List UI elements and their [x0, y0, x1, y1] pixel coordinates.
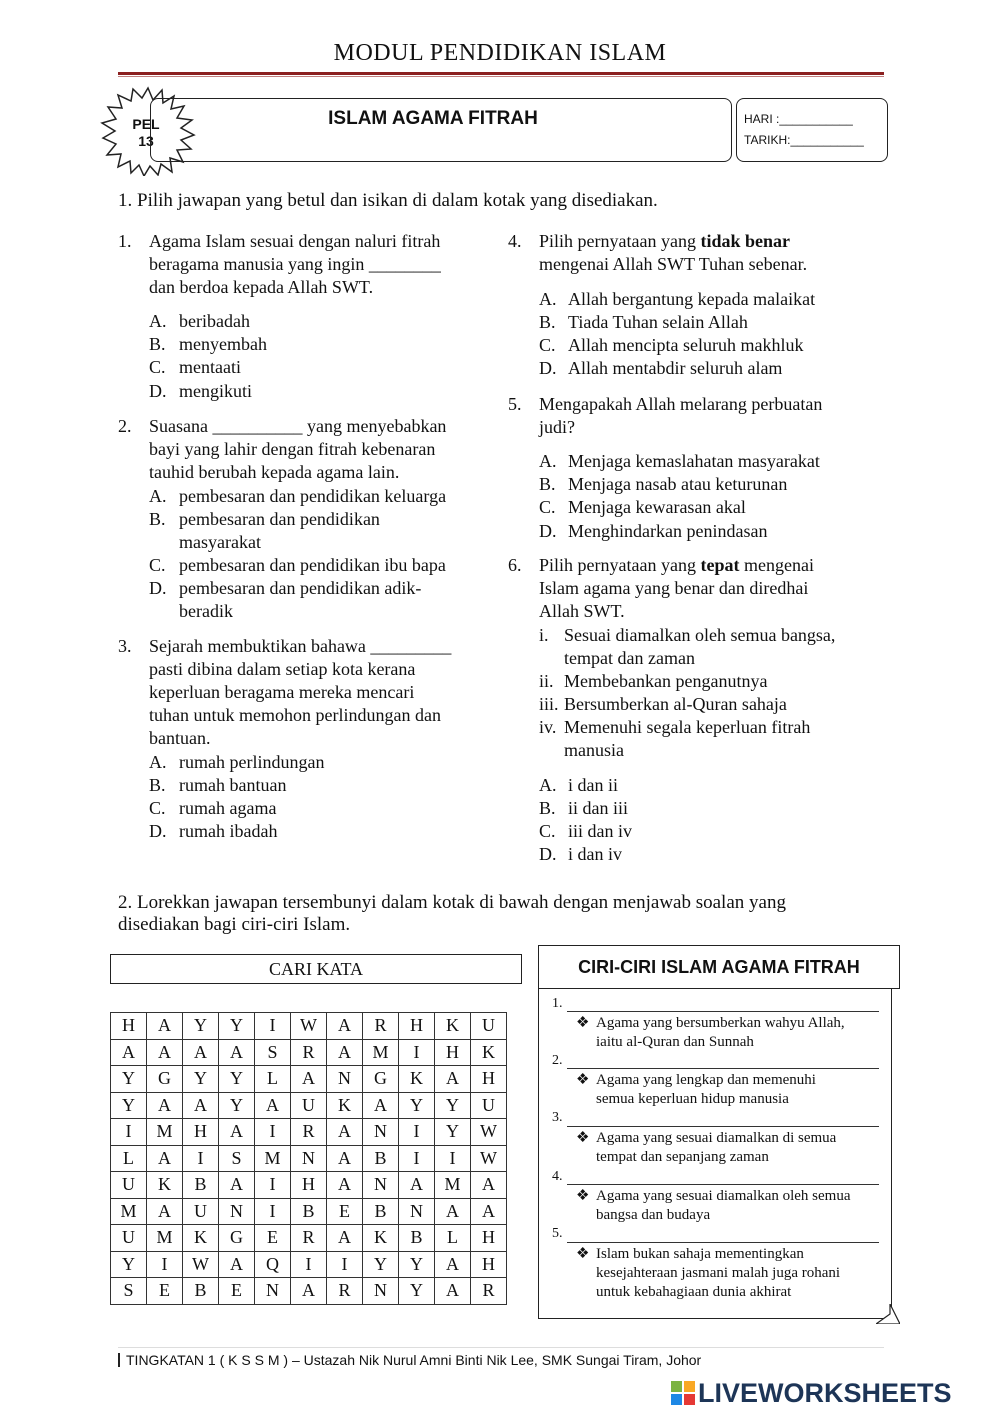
statement-text: Bersumberkan al-Quran sahaja [564, 694, 787, 714]
question-text: tuhan untuk memohon perlindungan dan [149, 705, 441, 725]
ciri-text: kesejahteraan jasmani malah juga rohani [596, 1265, 841, 1281]
option-text: mentaati [179, 357, 241, 377]
q4-option-b[interactable]: B. [539, 312, 556, 332]
ciri-number: 1. [552, 996, 563, 1011]
header-rule [118, 72, 884, 75]
module-title: MODUL PENDIDIKAN ISLAM [333, 40, 667, 66]
option-text: pembesaran dan pendidikan keluarga [179, 486, 447, 506]
question-text: mengenai Allah SWT Tuhan sebenar. [539, 254, 808, 274]
word-search-cell[interactable]: A [327, 1039, 363, 1066]
diamond-bullet-icon: ❖ [576, 1246, 590, 1262]
word-search-cell[interactable]: B [363, 1145, 399, 1172]
word-search-cell[interactable]: A [255, 1092, 291, 1119]
statement-text: Membebankan penganutnya [564, 671, 768, 691]
word-search-cell[interactable]: A [327, 1119, 363, 1146]
hari-field[interactable]: HARI :___________ [744, 112, 853, 126]
ciri-text: Islam bukan sahaja mementingkan [596, 1246, 804, 1262]
word-search-cell[interactable]: N [399, 1198, 435, 1225]
word-search-cell[interactable]: Y [183, 1066, 219, 1093]
word-search-cell[interactable]: M [435, 1172, 471, 1199]
question-text: bayi yang lahir dengan fitrah kebenaran [149, 439, 436, 459]
question-number: 4. [508, 231, 522, 251]
word-search-cell[interactable]: H [435, 1039, 471, 1066]
diamond-bullet-icon: ❖ [576, 1072, 590, 1088]
option-text: Menjaga kemaslahatan masyarakat [568, 451, 820, 471]
word-search-cell[interactable]: W [291, 1013, 327, 1040]
word-search-cell[interactable]: Y [435, 1119, 471, 1146]
question-text: dan berdoa kepada Allah SWT. [149, 277, 374, 297]
answer-blank-1[interactable] [567, 1011, 879, 1012]
word-search-cell[interactable]: A [147, 1198, 183, 1225]
question-text: pasti dibina dalam setiap kota kerana [149, 659, 416, 679]
q1-option-d[interactable] [149, 380, 167, 403]
word-search-cell[interactable]: H [471, 1251, 507, 1278]
word-search-cell[interactable]: A [327, 1145, 363, 1172]
q3-option-a[interactable]: A. [149, 752, 167, 772]
liveworksheets-watermark: LIVEWORKSHEETS [698, 1378, 952, 1408]
question-text: keperluan beragama mereka mencari [149, 682, 415, 702]
word-search-cell[interactable]: Y [399, 1092, 435, 1119]
word-search-cell[interactable]: Y [219, 1066, 255, 1093]
word-search-cell[interactable]: Y [219, 1092, 255, 1119]
word-search-cell[interactable]: I [399, 1039, 435, 1066]
q5-option-a[interactable]: A. [539, 451, 557, 471]
q6-option-a[interactable]: A. [539, 775, 557, 795]
word-search-cell[interactable]: K [471, 1039, 507, 1066]
question-text: beragama manusia yang ingin ________ [149, 254, 441, 274]
ciri-title: CIRI-CIRI ISLAM AGAMA FITRAH [538, 945, 900, 989]
instruction-line: disediakan bagi ciri-ciri Islam. [118, 914, 351, 935]
word-search-cell[interactable]: S [219, 1145, 255, 1172]
word-search-cell[interactable]: K [183, 1225, 219, 1252]
answer-blank-5[interactable] [567, 1242, 879, 1243]
q5-option-b[interactable]: B. [539, 474, 556, 494]
word-search-cell[interactable]: M [147, 1225, 183, 1252]
word-search-cell[interactable]: K [147, 1172, 183, 1199]
option-text: menyembah [179, 334, 267, 354]
option-text: rumah agama [179, 798, 277, 818]
word-search-cell[interactable]: U [111, 1225, 147, 1252]
q6-option-b[interactable]: B. [539, 798, 556, 818]
word-search-cell[interactable]: R [291, 1225, 327, 1252]
word-search-cell[interactable]: L [435, 1225, 471, 1252]
question-text: Allah SWT. [539, 601, 625, 621]
word-search-cell[interactable]: B [183, 1172, 219, 1199]
word-search-cell[interactable]: A [327, 1172, 363, 1199]
diamond-bullet-icon: ❖ [576, 1130, 590, 1146]
word-search-row [111, 1251, 507, 1278]
lesson-badge-number: 13 [138, 133, 154, 149]
section2-instruction [118, 892, 786, 936]
tarikh-field[interactable]: TARIKH:___________ [744, 133, 864, 147]
word-search-cell[interactable]: R [471, 1278, 507, 1305]
ciri-text: Agama yang bersumberkan wahyu Allah, [596, 1015, 845, 1031]
word-search-cell[interactable]: K [363, 1225, 399, 1252]
statement-number: iii. [539, 694, 559, 714]
option-text: Menjaga nasab atau keturunan [568, 474, 788, 494]
word-search-cell[interactable]: R [291, 1119, 327, 1146]
word-search-cell[interactable]: N [363, 1278, 399, 1305]
statement-text: tempat dan zaman [564, 648, 695, 668]
word-search-cell[interactable]: A [183, 1039, 219, 1066]
q3-option-d[interactable]: D. [149, 821, 167, 841]
footer-rule [118, 1347, 884, 1348]
word-search-cell[interactable]: A [219, 1251, 255, 1278]
word-search-cell[interactable]: A [219, 1119, 255, 1146]
word-search-cell[interactable]: A [435, 1251, 471, 1278]
word-search-cell[interactable]: B [291, 1198, 327, 1225]
question-text: tauhid berubah kepada agama lain. [149, 462, 400, 482]
diamond-bullet-icon: ❖ [576, 1015, 590, 1031]
q4-option-c[interactable]: C. [539, 335, 556, 355]
word-search-cell[interactable]: R [291, 1039, 327, 1066]
ciri-text: Agama yang sesuai diamalkan oleh semua [596, 1188, 851, 1204]
option-text: Menghindarkan penindasan [568, 521, 768, 541]
word-search-cell[interactable]: B [399, 1225, 435, 1252]
word-search-cell[interactable]: M [111, 1198, 147, 1225]
option-text: pembesaran dan pendidikan ibu bapa [179, 555, 446, 575]
q1-option-c[interactable] [149, 356, 166, 379]
answer-blank-4[interactable] [567, 1184, 879, 1185]
word-search-cell[interactable]: M [255, 1145, 291, 1172]
statement-text: Memenuhi segala keperluan fitrah [564, 717, 811, 737]
statement-text: manusia [564, 740, 624, 760]
word-search-cell[interactable]: I [399, 1119, 435, 1146]
word-search-cell[interactable]: N [219, 1198, 255, 1225]
option-text: Allah mentabdir seluruh alam [568, 358, 783, 378]
option-letter: A. [149, 311, 167, 331]
option-text: ii dan iii [568, 798, 628, 818]
page-curl-icon [876, 1304, 900, 1324]
word-search-cell[interactable]: Y [399, 1278, 435, 1305]
word-search-cell[interactable]: A [363, 1092, 399, 1119]
word-search-cell[interactable]: A [219, 1039, 255, 1066]
word-search-cell[interactable]: N [255, 1278, 291, 1305]
word-search-row [111, 1092, 507, 1119]
option-text: i dan ii [568, 775, 618, 795]
ciri-text: Agama yang sesuai diamalkan di semua [596, 1130, 837, 1146]
word-search-cell[interactable]: H [399, 1013, 435, 1040]
date-box [736, 98, 888, 162]
word-search-cell[interactable]: Y [399, 1251, 435, 1278]
word-search-cell[interactable]: A [471, 1198, 507, 1225]
lesson-badge-label: PEL [132, 116, 160, 132]
word-search-cell[interactable]: A [111, 1039, 147, 1066]
word-search-cell[interactable]: B [363, 1198, 399, 1225]
word-search-cell[interactable]: W [471, 1119, 507, 1146]
answer-blank-3[interactable] [567, 1126, 879, 1127]
word-search-cell[interactable]: Y [219, 1013, 255, 1040]
word-search-cell[interactable]: R [327, 1278, 363, 1305]
question-emphasis: tepat [700, 555, 740, 575]
word-search-row [111, 1119, 507, 1146]
question-text: Pilih pernyataan yang [539, 555, 701, 575]
word-search-row [111, 1278, 507, 1305]
word-search-row [111, 1066, 507, 1093]
word-search-cell[interactable]: M [147, 1119, 183, 1146]
word-search-cell[interactable]: U [183, 1198, 219, 1225]
word-search-cell[interactable]: I [111, 1119, 147, 1146]
word-search-cell[interactable]: I [255, 1172, 291, 1199]
word-search-cell[interactable]: L [255, 1066, 291, 1093]
q2-option-b[interactable]: B. [149, 509, 166, 529]
q6-option-c[interactable]: C. [539, 821, 556, 841]
word-search-cell[interactable]: E [255, 1225, 291, 1252]
word-search-cell[interactable]: H [183, 1119, 219, 1146]
word-search-grid [110, 1012, 507, 1305]
q2-option-a[interactable]: A. [149, 486, 167, 506]
q3-option-b[interactable]: B. [149, 775, 166, 795]
option-text: mengikuti [179, 381, 252, 401]
question-text: Pilih pernyataan yang [539, 231, 701, 251]
word-search-cell[interactable]: R [363, 1013, 399, 1040]
word-search-cell[interactable]: L [111, 1145, 147, 1172]
option-text: beradik [179, 601, 233, 621]
q4-option-a[interactable]: A. [539, 289, 557, 309]
q3-option-c[interactable]: C. [149, 798, 166, 818]
ciri-text: Agama yang lengkap dan memenuhi [596, 1072, 816, 1088]
word-search-cell[interactable]: Y [111, 1251, 147, 1278]
footer [118, 1352, 701, 1368]
word-search-cell[interactable]: A [147, 1092, 183, 1119]
word-search-cell[interactable]: A [291, 1278, 327, 1305]
word-search-cell[interactable]: A [147, 1013, 183, 1040]
word-search-row [111, 1198, 507, 1225]
word-search-cell[interactable]: G [219, 1225, 255, 1252]
option-text: rumah ibadah [179, 821, 278, 841]
word-search-cell[interactable]: E [219, 1278, 255, 1305]
word-search-cell[interactable]: U [471, 1013, 507, 1040]
question-number: 3. [118, 636, 132, 656]
q4-option-d[interactable]: D. [539, 358, 557, 378]
ciri-number: 3. [552, 1110, 563, 1125]
word-search-row [111, 1039, 507, 1066]
word-search-cell[interactable]: I [255, 1013, 291, 1040]
word-search-cell[interactable]: A [327, 1225, 363, 1252]
ciri-text: untuk kebahagiaan dunia akhirat [596, 1284, 792, 1300]
question-number: 1. [118, 231, 132, 251]
word-search-cell[interactable]: Q [255, 1251, 291, 1278]
q5-option-d[interactable]: D. [539, 521, 557, 541]
option-text: Menjaga kewarasan akal [568, 497, 746, 517]
word-search-cell[interactable]: A [219, 1172, 255, 1199]
question-number: 5. [508, 394, 522, 414]
question-number: 2. [118, 416, 132, 436]
statement-number: i. [539, 625, 549, 645]
question-emphasis: tidak benar [700, 231, 790, 251]
lesson-title: ISLAM AGAMA FITRAH [328, 108, 538, 129]
question-text: Suasana __________ yang menyebabkan [149, 416, 447, 436]
footer-text: TINGKATAN 1 ( K S S M ) – Ustazah Nik Nurul Amni Binti Nik Lee, SMK Sungai Tiram, Johor [126, 1352, 702, 1368]
question-text: bantuan. [149, 728, 211, 748]
diamond-bullet-icon: ❖ [576, 1188, 590, 1204]
word-search-cell[interactable]: K [399, 1066, 435, 1093]
section1-instruction: 1. Pilih jawapan yang betul dan isikan di dalam kotak yang disediakan. [118, 190, 658, 211]
word-search-cell[interactable]: N [363, 1119, 399, 1146]
word-search-cell[interactable]: I [183, 1145, 219, 1172]
word-search-cell[interactable]: H [471, 1066, 507, 1093]
option-text: Allah bergantung kepada malaikat [568, 289, 816, 309]
word-search-cell[interactable]: K [435, 1013, 471, 1040]
word-search-cell[interactable]: W [471, 1145, 507, 1172]
word-search-cell[interactable]: I [147, 1251, 183, 1278]
option-text: i dan iv [568, 844, 622, 864]
q1-option-b[interactable] [149, 333, 166, 356]
word-search-cell[interactable]: H [471, 1225, 507, 1252]
header-rule-thin [118, 76, 884, 77]
question-text: Mengapakah Allah melarang perbuatan [539, 394, 823, 414]
question-text: Agama Islam sesuai dengan naluri fitrah [149, 231, 441, 251]
answer-blank-2[interactable] [567, 1068, 879, 1069]
option-text: Allah mencipta seluruh makhluk [568, 335, 804, 355]
word-search-cell[interactable]: H [291, 1172, 327, 1199]
word-search-cell[interactable]: Y [111, 1066, 147, 1093]
statement-text: Sesuai diamalkan oleh semua bangsa, [564, 625, 836, 645]
word-search-cell[interactable]: I [255, 1119, 291, 1146]
word-search-cell[interactable]: I [291, 1251, 327, 1278]
q1-option-a[interactable] [149, 310, 167, 333]
word-search-cell[interactable]: A [327, 1013, 363, 1040]
word-search-cell[interactable]: A [147, 1039, 183, 1066]
option-letter: D. [149, 381, 167, 401]
word-search-cell[interactable]: A [399, 1172, 435, 1199]
instruction-line: 2. Lorekkan jawapan tersembunyi dalam kotak di bawah dengan menjawab soalan yang [118, 892, 786, 913]
option-text: pembesaran dan pendidikan adik- [179, 578, 422, 598]
word-search-cell[interactable]: W [183, 1251, 219, 1278]
word-search-cell[interactable]: H [111, 1013, 147, 1040]
word-search-cell[interactable]: N [363, 1172, 399, 1199]
question-text: Islam agama yang benar dan diredhai [539, 578, 809, 598]
ciri-number: 5. [552, 1226, 563, 1241]
word-search-cell[interactable]: E [147, 1278, 183, 1305]
question-text: judi? [539, 417, 575, 437]
option-text: Tiada Tuhan selain Allah [568, 312, 748, 332]
option-text: iii dan iv [568, 821, 632, 841]
word-search-cell[interactable]: I [327, 1251, 363, 1278]
footer-bar [118, 1353, 120, 1367]
q5-option-c[interactable]: C. [539, 497, 556, 517]
word-search-cell[interactable]: U [111, 1172, 147, 1199]
word-search-cell[interactable]: N [291, 1145, 327, 1172]
word-search-cell[interactable]: S [111, 1278, 147, 1305]
ciri-text: iaitu al-Quran dan Sunnah [596, 1034, 754, 1050]
word-search-cell[interactable]: I [255, 1198, 291, 1225]
option-text: masyarakat [179, 532, 261, 552]
word-search-cell[interactable]: Y [363, 1251, 399, 1278]
question-text: mengenai [739, 555, 814, 575]
q2-option-c[interactable]: C. [149, 555, 166, 575]
word-search-cell[interactable]: Y [183, 1013, 219, 1040]
liveworksheets-logo-icon [670, 1380, 696, 1406]
word-search-cell[interactable]: I [435, 1145, 471, 1172]
option-text: pembesaran dan pendidikan [179, 509, 380, 529]
statement-number: iv. [539, 717, 557, 737]
word-search-title: CARI KATA [110, 954, 522, 984]
option-text: rumah perlindungan [179, 752, 325, 772]
option-text: beribadah [179, 311, 250, 331]
ciri-number: 4. [552, 1169, 563, 1184]
ciri-text: tempat dan sepanjang zaman [596, 1149, 769, 1165]
word-search-cell[interactable]: U [471, 1092, 507, 1119]
word-search-cell[interactable]: A [435, 1066, 471, 1093]
word-search-cell[interactable]: M [363, 1039, 399, 1066]
word-search-cell[interactable]: G [147, 1066, 183, 1093]
word-search-cell[interactable]: A [435, 1198, 471, 1225]
option-text: rumah bantuan [179, 775, 287, 795]
q6-option-d[interactable]: D. [539, 844, 557, 864]
word-search-cell[interactable]: N [327, 1066, 363, 1093]
word-search-row [111, 1145, 507, 1172]
word-search-row [111, 1225, 507, 1252]
question-number: 6. [508, 555, 522, 575]
word-search-cell[interactable]: K [327, 1092, 363, 1119]
word-search-cell[interactable]: S [255, 1039, 291, 1066]
word-search-row [111, 1172, 507, 1199]
option-letter: B. [149, 334, 166, 354]
word-search-cell[interactable]: A [435, 1278, 471, 1305]
word-search-cell[interactable]: Y [111, 1092, 147, 1119]
word-search-cell[interactable]: G [363, 1066, 399, 1093]
word-search-cell[interactable]: B [183, 1278, 219, 1305]
ciri-text: bangsa dan budaya [596, 1207, 711, 1223]
word-search-row [111, 1013, 507, 1040]
ciri-number: 2. [552, 1053, 563, 1068]
word-search-cell[interactable]: A [183, 1092, 219, 1119]
q2-option-d[interactable]: D. [149, 578, 167, 598]
word-search-cell[interactable]: E [327, 1198, 363, 1225]
statement-number: ii. [539, 671, 554, 691]
ciri-text: semua keperluan hidup manusia [596, 1091, 789, 1107]
word-search-cell[interactable]: A [147, 1145, 183, 1172]
option-letter: C. [149, 357, 166, 377]
word-search-cell[interactable]: A [291, 1066, 327, 1093]
word-search-cell[interactable]: A [471, 1172, 507, 1199]
word-search-cell[interactable]: Y [435, 1092, 471, 1119]
word-search-cell[interactable]: U [291, 1092, 327, 1119]
word-search-cell[interactable]: I [399, 1145, 435, 1172]
question-text: Sejarah membuktikan bahawa _________ [149, 636, 452, 656]
